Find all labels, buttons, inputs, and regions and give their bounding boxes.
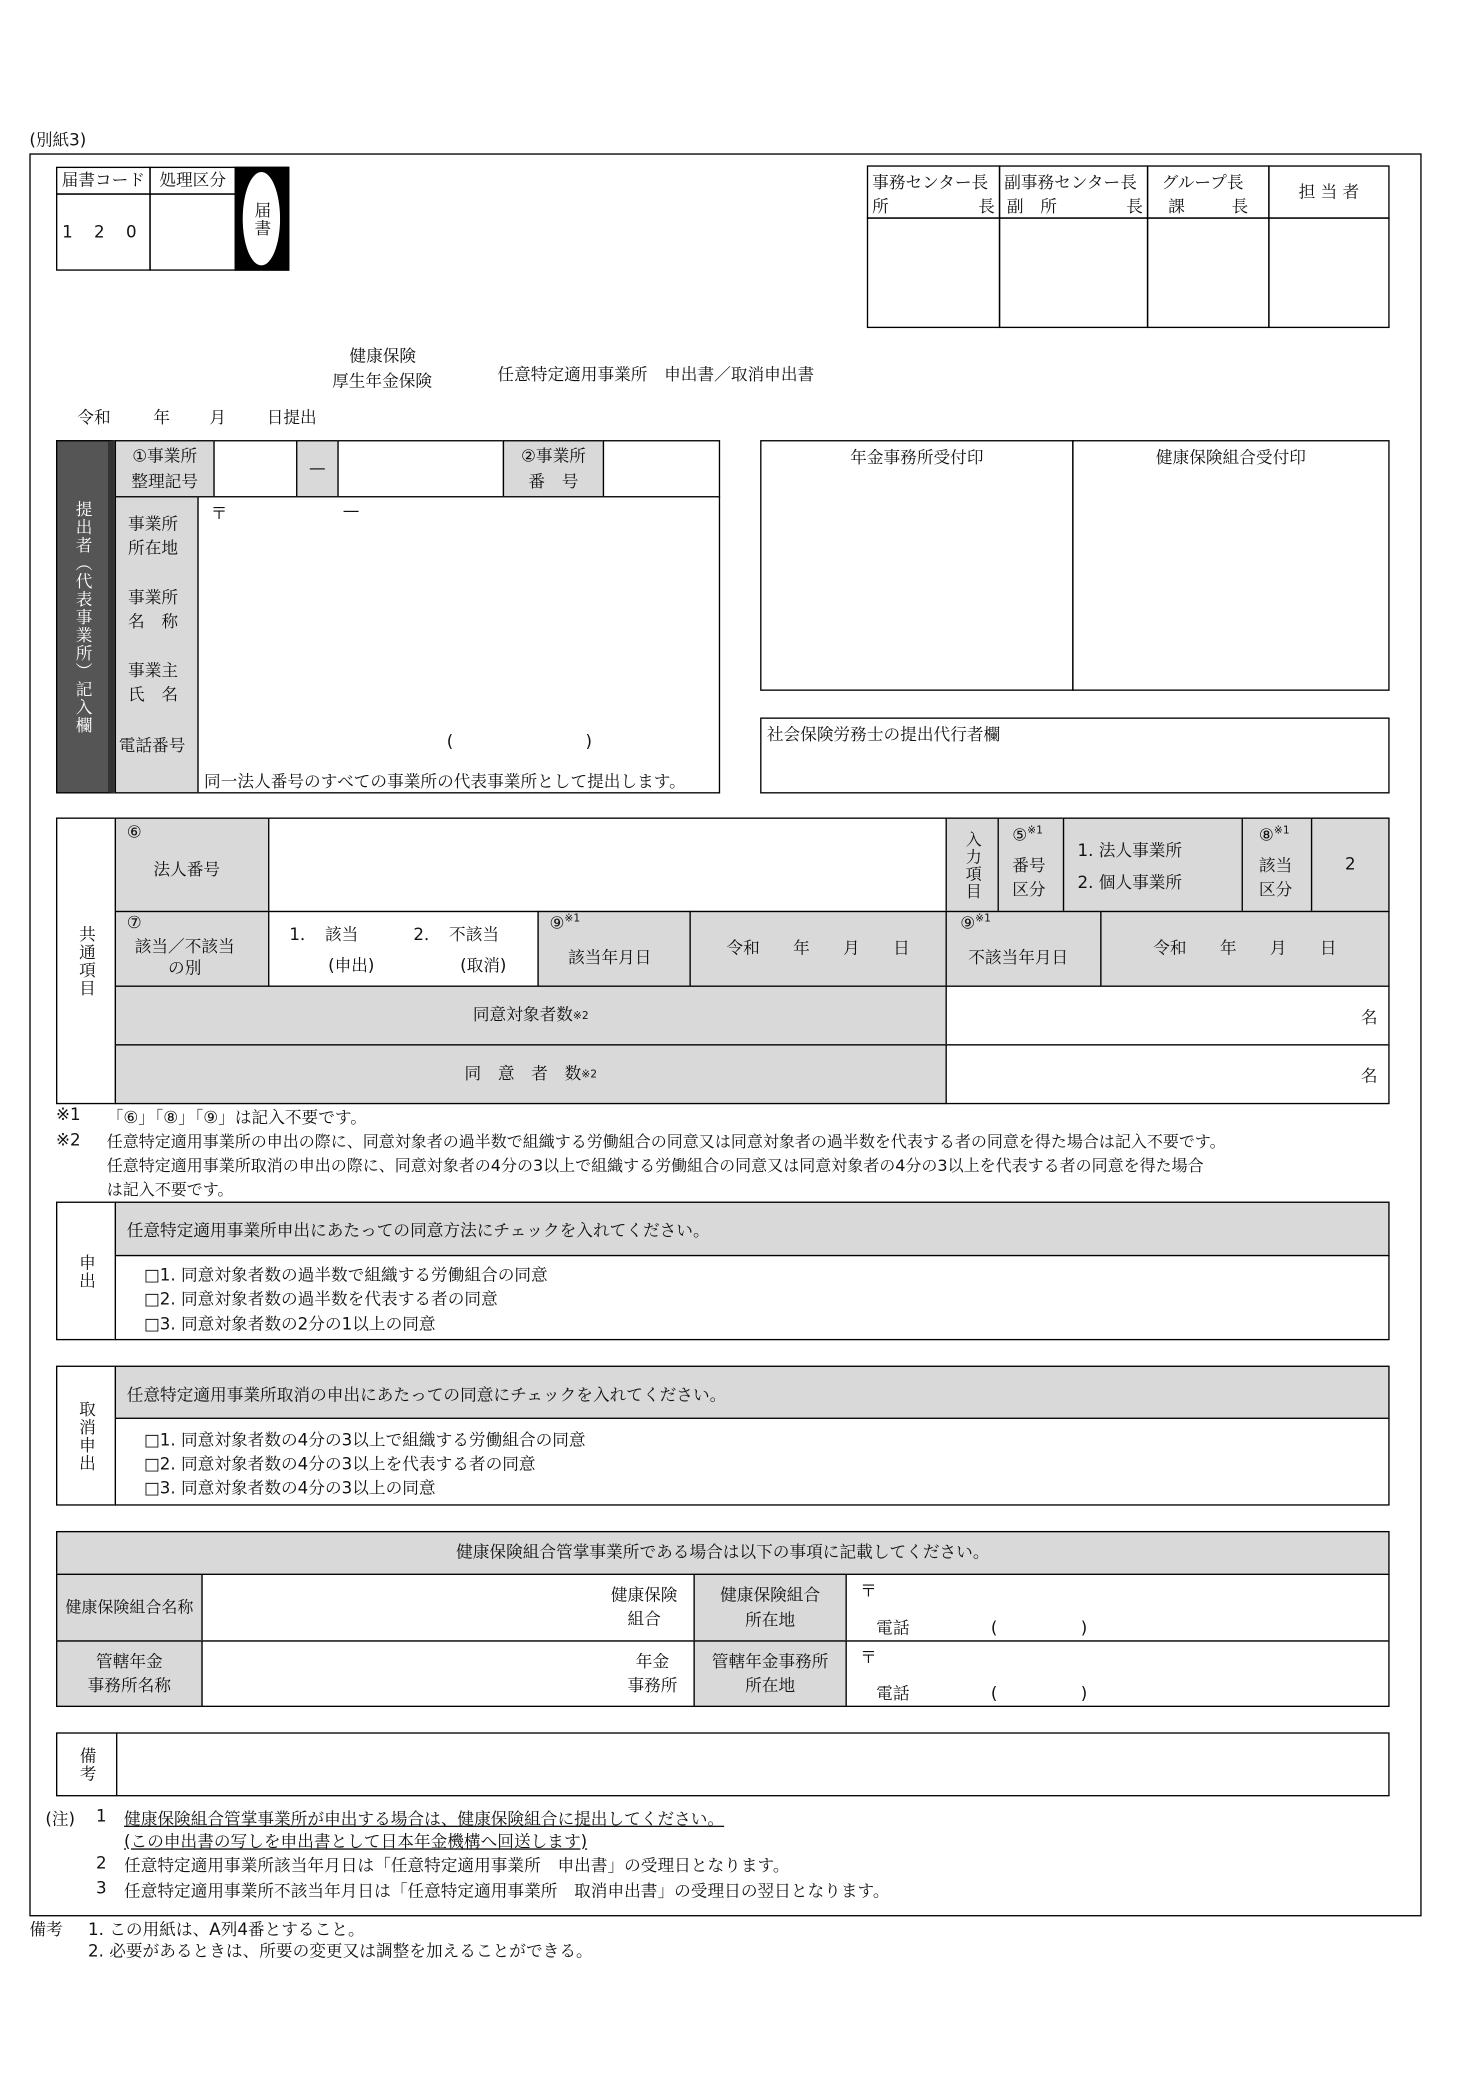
footnote-text: 「⑥」「⑧」「⑨」は記入不要です。 [106, 1106, 367, 1127]
apply-checkbox-2[interactable]: □2. 同意対象者数の過半数を代表する者の同意 [144, 1288, 498, 1309]
note-mark: ※1 [975, 912, 991, 925]
phone-label: 電話 [876, 1617, 910, 1638]
stamp-field[interactable] [1147, 217, 1270, 328]
corp-no-label: 法人番号 [153, 858, 221, 879]
target-count-label-cell [115, 986, 947, 1046]
target-count-field[interactable] [946, 986, 1390, 1046]
office-no-label: ②事業所 番 号 [503, 440, 604, 497]
submit-date-month: 月 [209, 406, 227, 427]
postal-mark: 〒 [860, 1580, 877, 1601]
bikou-item: 1. この用紙は、A列4番とすること。 [88, 1919, 365, 1940]
office-code-field-1[interactable] [213, 440, 297, 497]
no-type-label-cell [998, 817, 1065, 912]
phone-paren-close: ) [585, 730, 592, 751]
nonapplicable-date-label: 不該当年月日 [968, 946, 1069, 967]
footnote-text: 任意特定適用事業所の申出の際に、同意対象者の過半数で組織する労働組合の同意又は同意対象者の過半数を代表する者の同意を得た場合は記入不要です。 [106, 1132, 1226, 1151]
no-type-option-1: 1. 法人事業所 [1077, 840, 1183, 861]
approval-title: グループ長 [1161, 172, 1244, 193]
apply-header [115, 1202, 1390, 1257]
approval-sub: 副 所 [1006, 196, 1057, 217]
note-mark: ※2 [581, 1067, 597, 1080]
no-type-options [1063, 817, 1243, 912]
pension-office-suffix: 年金 事務所 [627, 1650, 678, 1696]
nonapplicable-date-label-cell [946, 911, 1102, 987]
stamp-field[interactable] [867, 217, 1000, 328]
apply-side-label: 申出 [56, 1202, 116, 1341]
approval-sub: 長 [1126, 196, 1143, 217]
code-value: 1 2 0 [56, 193, 151, 270]
phone-label: 電話 [876, 1683, 910, 1704]
postal-dash: — [342, 500, 360, 521]
pension-office-address-label: 管轄年金事務所 所在地 [693, 1640, 846, 1707]
no-type-label: 番号 区分 [1012, 854, 1046, 899]
phone-label: 電話番号 [118, 734, 186, 755]
unit-label: 名 [1360, 1065, 1378, 1086]
approval-sub: 長 [1231, 196, 1249, 217]
attachment-label: (別紙3) [29, 129, 87, 150]
footnote-text: は記入不要です。 [106, 1180, 234, 1199]
approval-col-2 [999, 165, 1148, 218]
submitter-side-label: 提出者（代表事業所）記入欄 [56, 440, 116, 793]
cancel-header-text: 任意特定適用事業所取消の申出にあたっての同意にチェックを入れてください。 [126, 1384, 727, 1405]
stamp-field[interactable] [999, 217, 1148, 328]
status-option-1[interactable]: 1． 該当 [289, 924, 359, 945]
applicable-value: 2 [1311, 817, 1390, 912]
apply-header-text: 任意特定適用事業所申出にあたっての同意方法にチェックを入れてください。 [126, 1220, 710, 1241]
office-name-label: 事業所 名 称 [128, 586, 179, 631]
apply-checkbox-3[interactable]: □3. 同意対象者数の2分の1以上の同意 [144, 1313, 436, 1334]
corp-no-field[interactable] [268, 817, 947, 912]
pension-office-field[interactable] [201, 1640, 694, 1707]
status-label: 該当／不該当 の別 [134, 936, 235, 978]
applicable-label: 該当 区分 [1258, 854, 1293, 899]
approval-col-3 [1147, 165, 1270, 218]
no-type-option-2: 2. 個人事業所 [1077, 872, 1183, 893]
note-text: 任意特定適用事業所該当年月日は「任意特定適用事業所 申出書」の受理日となります。 [124, 1855, 790, 1876]
address-label: 事業所 所在地 [128, 513, 179, 558]
health-reception-label: 健康保険組合受付印 [1155, 446, 1306, 467]
status-num: ⑦ [126, 912, 142, 933]
applicable-date-field[interactable]: 令和 年 月 日 [689, 911, 946, 987]
page-title: 任意特定適用事業所 申出書／取消申出書 [497, 364, 815, 385]
pension-reception-label: 年金事務所受付印 [850, 446, 984, 467]
submit-date-year: 年 [153, 406, 171, 427]
approval-col-1 [867, 165, 1000, 218]
phone-paren-open: ( [446, 730, 454, 751]
note-mark: ※1 [1273, 824, 1290, 837]
consent-count-field[interactable] [946, 1044, 1390, 1104]
union-header: 健康保険組合管掌事業所である場合は以下の事項に記載してください。 [56, 1531, 1390, 1575]
footnote-mark: ※1 [56, 1104, 81, 1125]
process-label: 処理区分 [149, 167, 236, 195]
note-text: 健康保険組合管掌事業所が申出する場合は、健康保険組合に提出してください。 [124, 1808, 725, 1829]
corp-no-num: ⑥ [126, 821, 142, 842]
approval-title: 副事務センター長 [1004, 172, 1137, 193]
representative-statement: 同一法人番号のすべての事業所の代表事業所として提出します。 [204, 770, 686, 791]
office-code-dash: — [296, 440, 339, 497]
footnote-mark: ※2 [56, 1129, 81, 1150]
process-field[interactable] [149, 193, 236, 270]
office-code-field-2[interactable] [337, 440, 504, 497]
status-options[interactable] [268, 911, 539, 987]
phone-paren: ( ) [990, 1617, 1088, 1638]
cancel-side-label: 取消申出 [56, 1366, 116, 1506]
consent-count-label-cell [115, 1044, 947, 1104]
cancel-checkbox-1[interactable]: □1. 同意対象者数の4分の3以上で組織する労働組合の同意 [144, 1429, 586, 1450]
cancel-checkbox-2[interactable]: □2. 同意対象者数の4分の3以上を代表する者の同意 [144, 1453, 536, 1474]
approval-sub: 長 [978, 196, 995, 217]
no-type-num: ⑤ [1012, 824, 1028, 845]
unit-label: 名 [1360, 1006, 1378, 1027]
union-name-field[interactable] [201, 1574, 694, 1642]
pension-office-address-field[interactable] [846, 1640, 1390, 1707]
agent-field[interactable] [760, 717, 1389, 793]
phone-paren: ( ) [990, 1683, 1088, 1704]
union-name-label: 健康保険組合名称 [56, 1574, 203, 1642]
applicable-num: ⑧ [1258, 824, 1274, 845]
note-text: 任意特定適用事業所不該当年月日は「任意特定適用事業所 取消申出書」の受理日の翌日となります。 [124, 1880, 890, 1901]
notes-prefix: (注) [45, 1808, 76, 1829]
common-side-label: 共通項目 [56, 817, 116, 1104]
cancel-checkbox-3[interactable]: □3. 同意対象者数の4分の3以上の同意 [144, 1477, 436, 1498]
stamp-field[interactable] [1268, 217, 1389, 328]
title-pension: 厚生年金保険 [332, 370, 433, 391]
approval-sub: 所 [872, 196, 889, 217]
bikou-label: 備考 [29, 1919, 63, 1940]
office-code-label: ①事業所 整理記号 [115, 440, 215, 497]
note-num: 2 [96, 1852, 107, 1873]
approval-col-4: 担 当 者 [1268, 165, 1389, 218]
date-num: ⑨ [549, 912, 565, 933]
address-area[interactable] [197, 496, 720, 793]
submit-date-day: 日提出 [266, 406, 317, 427]
corp-no-label-cell [115, 817, 270, 912]
input-item-label: 入力項目 [946, 817, 999, 912]
target-count-label: 同意対象者数 [472, 1004, 573, 1025]
badge-box [235, 167, 290, 271]
applicable-date-label: 該当年月日 [568, 946, 652, 967]
owner-name-label: 事業主 氏 名 [128, 660, 179, 705]
postal-mark: 〒 [210, 502, 228, 523]
approval-sub: 課 [1168, 196, 1185, 217]
note-mark: ※1 [1027, 824, 1043, 837]
footnote-text: 任意特定適用事業所取消の申出の際に、同意対象者の4分の3以上で組織する労働組合の同意又は同意対象者の4分の3以上を代表する者の同意を得た場合 [106, 1156, 1204, 1175]
apply-checkbox-1[interactable]: □1. 同意対象者数の過半数で組織する労働組合の同意 [144, 1264, 548, 1285]
union-address-field[interactable] [846, 1574, 1390, 1642]
approval-title: 事務センター長 [872, 172, 989, 193]
agent-label: 社会保険労務士の提出代行者欄 [766, 724, 1001, 745]
consent-count-label: 同 意 者 数 [464, 1063, 582, 1084]
bikou-item: 2. 必要があるときは、所要の変更又は調整を加えることができる。 [88, 1940, 593, 1961]
health-reception-stamp[interactable] [1072, 440, 1389, 691]
note-mark: ※1 [564, 912, 581, 925]
applicable-date-label-cell [537, 911, 690, 987]
note-num: 3 [96, 1877, 107, 1898]
pension-reception-stamp[interactable] [760, 440, 1073, 691]
postal-mark: 〒 [860, 1646, 877, 1667]
office-no-field[interactable] [603, 440, 720, 497]
remarks-field[interactable] [116, 1732, 1390, 1796]
pension-office-label: 管轄年金 事務所名称 [56, 1640, 203, 1707]
status-label-cell [115, 911, 270, 987]
union-name-suffix: 健康保険 組合 [610, 1584, 678, 1629]
code-label: 届書コード [56, 167, 151, 195]
status-option-1-sub: (申出) [328, 954, 375, 975]
note-text: (この申出書の写しを申出書として日本年金機構へ回送します) [124, 1831, 588, 1852]
badge-text: 届書 [243, 172, 280, 265]
date-num: ⑨ [960, 912, 976, 933]
status-option-2[interactable]: 2． 不該当 [413, 924, 500, 945]
applicable-label-cell [1242, 817, 1313, 912]
remarks-label: 備考 [56, 1732, 117, 1796]
union-address-label: 健康保険組合 所在地 [693, 1574, 846, 1642]
title-health: 健康保険 [349, 345, 417, 366]
status-option-2-sub: (取消) [460, 954, 507, 975]
note-mark: ※2 [572, 1009, 589, 1022]
cancel-header [115, 1366, 1390, 1419]
nonapplicable-date-field[interactable]: 令和 年 月 日 [1100, 911, 1389, 987]
note-num: 1 [96, 1805, 107, 1826]
submit-date-era: 令和 [77, 406, 111, 427]
